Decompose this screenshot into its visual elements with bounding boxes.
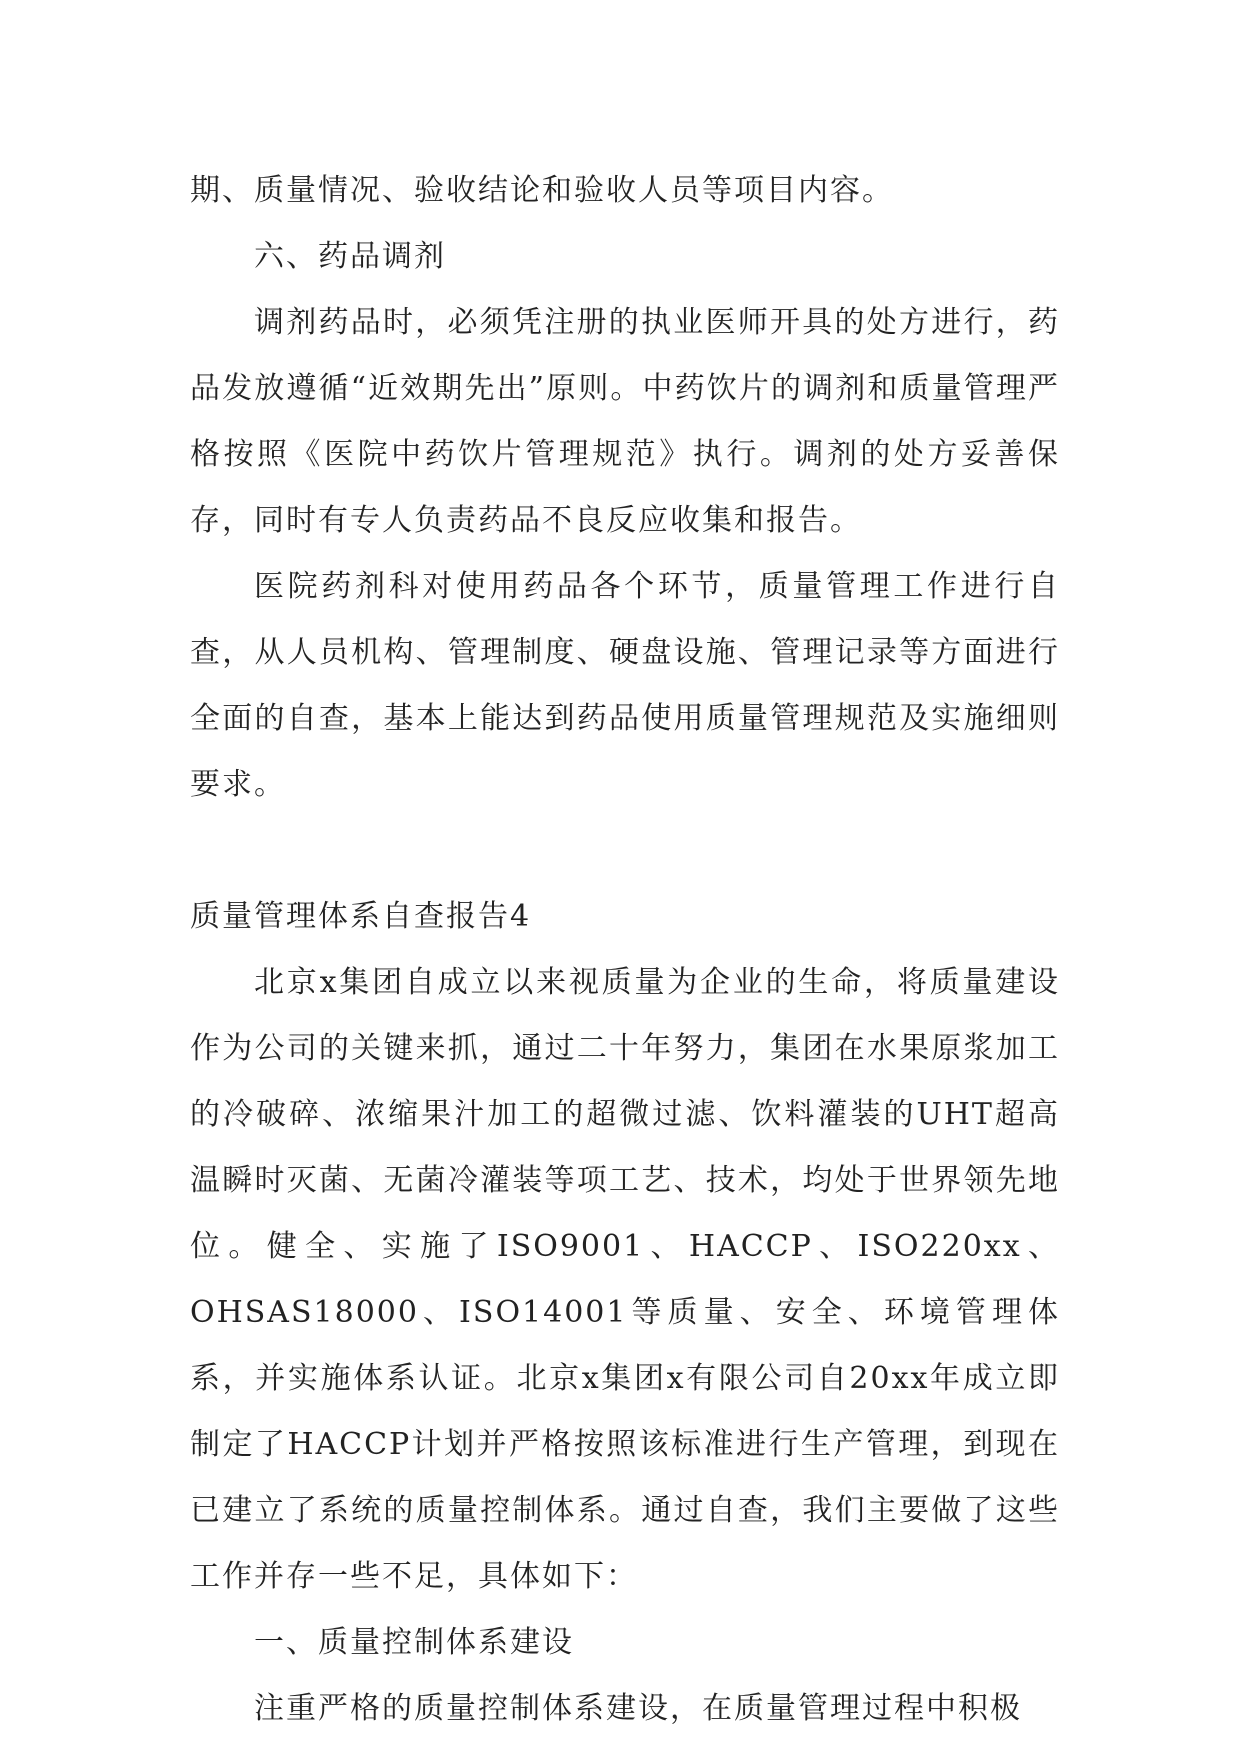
section-heading-quality-control: 一、质量控制体系建设	[254, 1625, 574, 1660]
paragraph-group-intro: 北京x集团自成立以来视质量为企业的生命，将质量建设作为公司的关键来抓，通过二十年努力，集团在水果原浆加工的冷破碎、浓缩果汁加工的超微过滤、饮料灌装的UHT超高温瞬时灭菌、无菌冷灌装等项工艺、技术，均处于世界领先地位。健全、实施了ISO9001、HACCP、ISO220xx、OHSAS18000、ISO14001等质量、安全、环境管理体系，并实施体系认证。北京x集团x有限公司自20xx年成立即制定了HACCP计划并严格按照该标准进行生产管理，到现在已建立了系统的质量控制体系。通过自查，我们主要做了这些工作并存一些不足，具体如下：	[190, 965, 1060, 1594]
paragraph-dispensing: 调剂药品时，必须凭注册的执业医师开具的处方进行，药品发放遵循“近效期先出”原则。中药饮片的调剂和质量管理严格按照《医院中药饮片管理规范》执行。调剂的处方妥善保存，同时有专人负责药品不良反应收集和报告。	[190, 305, 1060, 538]
section-heading-dispensing: 六、药品调剂	[254, 239, 446, 274]
paragraph-quality-control: 注重严格的质量控制体系建设，在质量管理过程中积极	[254, 1691, 1022, 1726]
document-body	[190, 158, 1060, 1742]
paragraph-continuation: 期、质量情况、验收结论和验收人员等项目内容。	[190, 173, 894, 208]
report-title: 质量管理体系自查报告4	[190, 899, 532, 934]
paragraph-self-inspection: 医院药剂科对使用药品各个环节，质量管理工作进行自查，从人员机构、管理制度、硬盘设施、管理记录等方面进行全面的自查，基本上能达到药品使用质量管理规范及实施细则要求。	[190, 569, 1060, 802]
